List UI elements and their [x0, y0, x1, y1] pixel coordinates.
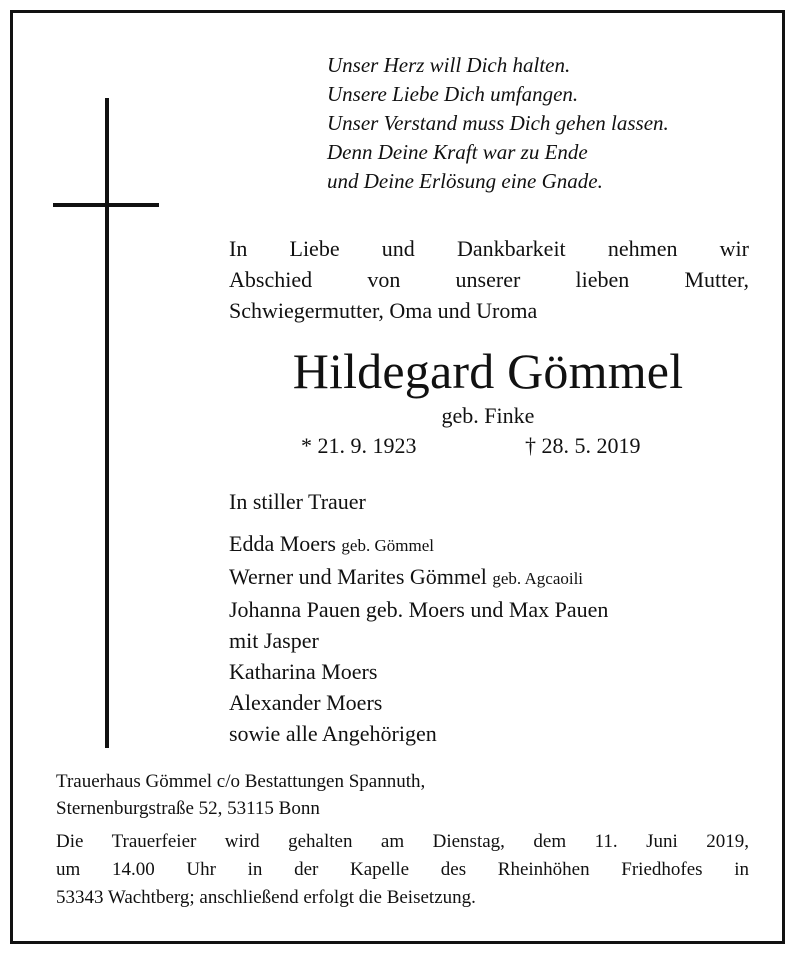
intro-text: [229, 233, 749, 326]
poem-line: Unser Herz will Dich halten.: [327, 53, 571, 77]
address-line: Trauerhaus Gömmel c/o Bestattungen Spannuth,: [56, 771, 426, 792]
obituary-notice: [10, 10, 785, 944]
cross-icon-beam: [53, 203, 159, 207]
birth-date: * 21. 9. 1923: [301, 433, 417, 458]
funeral-info: [56, 828, 749, 912]
funeral-info-line: um 14.00 Uhr in der Kapelle des Rheinhöhen Friedhofes in: [56, 859, 749, 880]
family-member: Alexander Moers: [229, 690, 383, 715]
memorial-poem: [327, 51, 669, 196]
poem-line: Unsere Liebe Dich umfangen.: [327, 82, 579, 106]
family-member: sowie alle Angehörigen: [229, 721, 437, 746]
deceased-name: Hildegard Gömmel: [292, 343, 684, 399]
poem-line: Unser Verstand muss Dich gehen lassen.: [327, 111, 669, 135]
poem-line: Denn Deine Kraft war zu Ende: [327, 140, 588, 164]
funeral-info-line: 53343 Wachtberg; anschließend erfolgt die Beisetzung.: [56, 887, 476, 908]
family-member-note: geb. Gömmel: [341, 536, 434, 555]
family-member-name: Werner und Marites Gömmel: [229, 564, 487, 589]
death-date: † 28. 5. 2019: [525, 433, 641, 458]
mourning-line: In stiller Trauer: [229, 489, 366, 514]
mourning-house-address: [56, 768, 425, 822]
poem-line: und Deine Erlösung eine Gnade.: [327, 169, 603, 193]
intro-line: Schwiegermutter, Oma und Uroma: [229, 298, 538, 323]
family-member: mit Jasper: [229, 628, 319, 653]
family-list: [229, 528, 608, 749]
cross-icon: [105, 98, 109, 748]
intro-line: In Liebe und Dankbarkeit nehmen wir: [229, 236, 749, 261]
address-line: Sternenburgstraße 52, 53115 Bonn: [56, 798, 320, 819]
funeral-info-line: Die Trauerfeier wird gehalten am Dienstag, dem 11. Juni 2019,: [56, 831, 749, 852]
intro-line: Abschied von unserer lieben Mutter,: [229, 267, 749, 292]
family-member-note: geb. Agcaoili: [492, 569, 584, 588]
family-member: Katharina Moers: [229, 659, 378, 684]
family-member: [229, 528, 608, 561]
family-member: [229, 561, 608, 594]
family-member-name: Edda Moers: [229, 531, 336, 556]
family-member: Johanna Pauen geb. Moers und Max Pauen: [229, 597, 609, 622]
maiden-name: geb. Finke: [441, 403, 535, 428]
